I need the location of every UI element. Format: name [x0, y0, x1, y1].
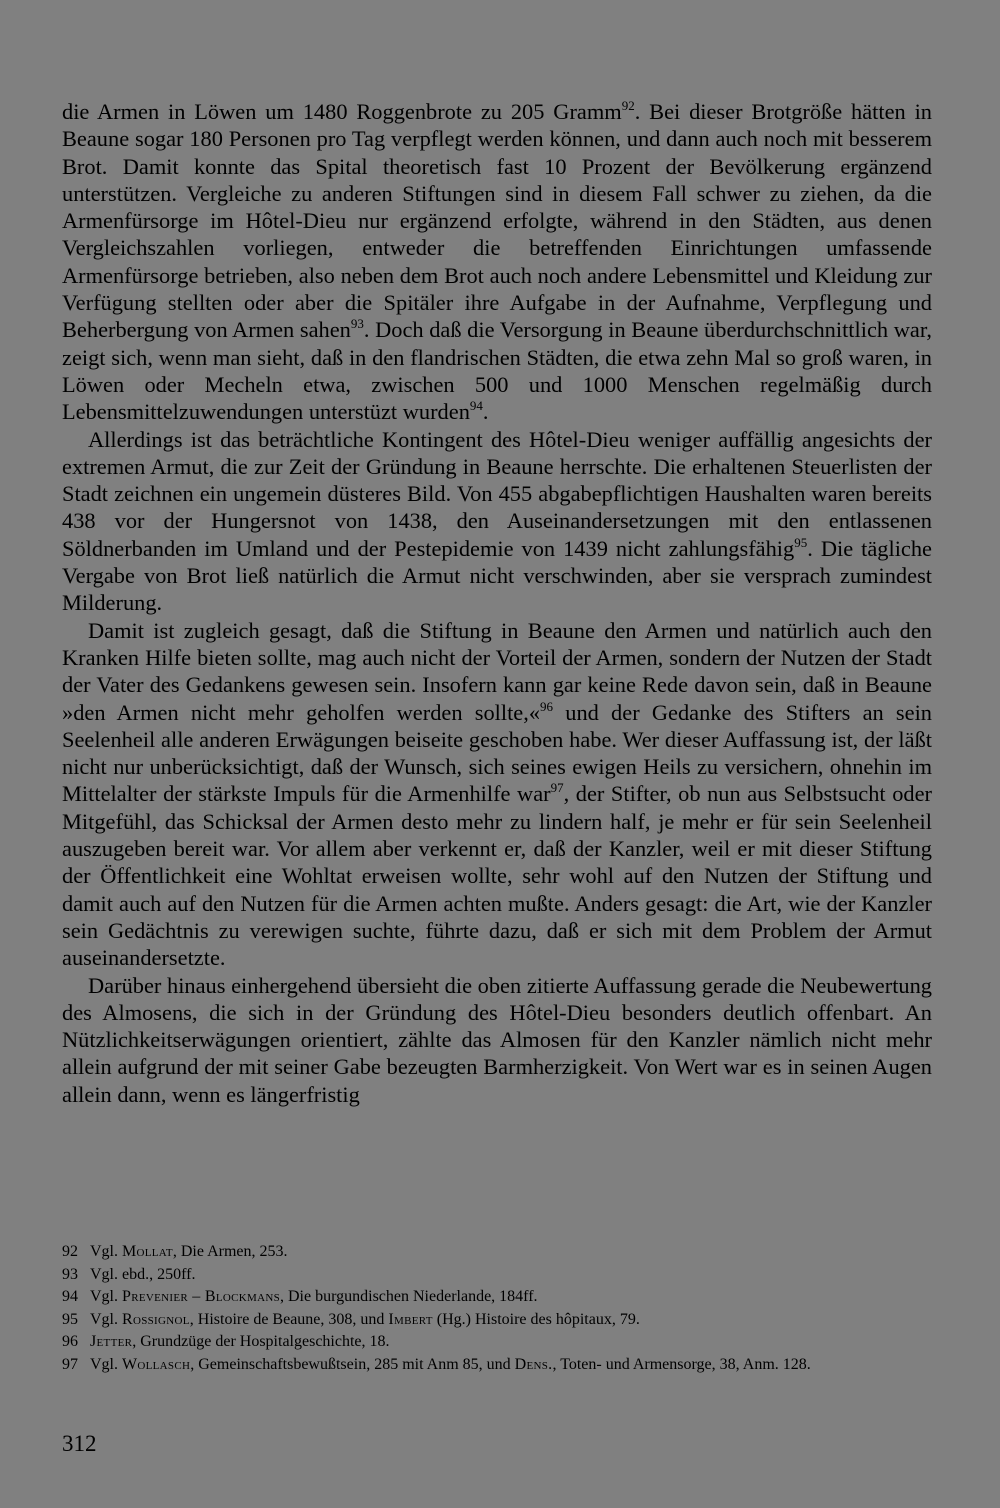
paragraph-1 [62, 98, 932, 426]
footnote-number: 97 [62, 1355, 78, 1373]
text-run: . [482, 399, 489, 425]
footnote-citation: , Die burgundischen Niederlande, 184ff. [279, 1288, 538, 1306]
text-run: . Die tägliche Vergabe von Brot ließ natürlich die Armut nicht verschwinden, aber sie versprach zumindest Milderung. [62, 535, 932, 616]
footnote-ref-95[interactable]: 95 [794, 534, 808, 550]
text-run: die Armen in Löwen um 1480 Roggenbrote zu 205 Gramm [62, 99, 622, 124]
footnote-ref-92[interactable]: 92 [621, 98, 635, 113]
footnotes [62, 1241, 932, 1377]
footnote-prefix: Vgl. [90, 1355, 122, 1373]
main-text [62, 98, 932, 1108]
footnote-citation: , Toten- und Armensorge, 38, Anm. 128. [552, 1355, 811, 1373]
footnote-citation: , Histoire de Beaune, 308, und [189, 1310, 389, 1328]
footnote-97 [62, 1354, 932, 1377]
paragraph-2 [62, 426, 932, 617]
footnote-text [90, 1264, 932, 1287]
text-run: , der Stifter, ob nun aus Selbstsucht oder Mitgefühl, das Schicksal der Armen desto mehr zu lindern half, je mehr er für sein Seelenheil auszugeben bereit war. Vor allem aber verkennt er, daß der Kanzler, weil er mit dieser Stiftung der Öffentlichkeit eine Wohltat erweisen wollte, sehr wohl auf den Nutzen der Stiftung und damit auch auf den Nutzen für die Armen achten mußte. Anders gesagt: die Art, wie der Kanzler sein Gedächtnis zu verewigen suchte, führte dazu, daß er sich mit dem Problem der Armut auseinandersetzte. [62, 781, 932, 971]
footnote-text [90, 1286, 932, 1309]
footnote-95 [62, 1309, 932, 1332]
footnote-author: Jetter [90, 1333, 133, 1351]
footnote-author: Wollasch [122, 1355, 191, 1373]
footnote-author: Prevenier – Blockmans [122, 1288, 280, 1306]
footnote-ref-94[interactable]: 94 [469, 398, 483, 414]
footnote-number: 93 [62, 1265, 78, 1283]
footnote-prefix: Vgl. [90, 1310, 122, 1328]
page-number: 312 [62, 1431, 97, 1456]
footnote-ref-97[interactable]: 97 [550, 780, 564, 796]
footnote-96 [62, 1331, 932, 1354]
text-run: Damit ist zugleich gesagt, daß die Stiftung in Beaune den Armen und natürlich auch den Kranken Hilfe bieten sollte, mag auch nicht der Vorteil der Armen, sondern der Nutzen der Stadt der Vater des Gedankens gewesen sein. Insofern kann gar keine Rede davon sein, daß in Beaune »den Armen nicht mehr geholfen werden sollte,« [62, 617, 932, 725]
footnote-94 [62, 1286, 932, 1309]
footnote-author: Imbert [388, 1310, 433, 1328]
footnote-number: 94 [62, 1288, 78, 1306]
footnote-author: Mollat [122, 1243, 173, 1260]
footnote-author: Rossignol [122, 1310, 190, 1328]
footnote-text [90, 1354, 932, 1377]
footnote-author: Dens. [514, 1355, 553, 1373]
footnote-text [90, 1241, 932, 1264]
footnote-citation: (Hg.) Histoire des hôpitaux, 79. [432, 1310, 640, 1328]
footnote-text [90, 1309, 932, 1332]
text-run: und der Gedanke des Stifters an sein Seelenheil alle anderen Erwägungen beiseite geschoben habe. Wer dieser Auffassung ist, der läßt nicht nur unberücksichtigt, daß der Wunsch, sich seines ewigen Heils zu versichern, ohnehin im Mittelalter der stärkste Impuls für die Armenhilfe war [62, 699, 933, 807]
footnote-prefix: Vgl. ebd., 250ff. [90, 1265, 196, 1283]
paragraph-3 [62, 617, 932, 972]
footnote-citation: , Gemeinschaftsbewußtsein, 285 mit Anm 85, und [190, 1355, 515, 1373]
footnote-number: 95 [62, 1310, 78, 1328]
text-run: Darüber hinaus einhergehend übersieht die oben zitierte Auffassung gerade die Neubewertung des Almosens, die sich in der Gründung des Hôtel-Dieu besonders deutlich offenbart. An Nützlichkeitserwägungen orientiert, zählte das Almosen für den Kanzler nämlich nicht mehr allein aufgrund der mit seiner Gabe bezeugten Barmherzigkeit. Von Wert war es in seinen Augen allein dann, wenn es längerfristig [62, 972, 932, 1107]
text-run: Allerdings ist das beträchtliche Kontingent des Hôtel-Dieu weniger auffällig angesichts der extremen Armut, die zur Zeit der Gründung in Beaune herrschte. Die erhaltenen Steuerlisten der Stadt zeichnen ein ungemein düsteres Bild. Von 455 abgabepflichtigen Haushalten waren bereits 438 vor der Hungersnot von 1438, den Auseinandersetzungen mit den entlassenen Söldnerbanden im Umland und der Pestepidemie von 1439 nicht zahlungsfähig [62, 426, 932, 561]
footnote-citation: , Die Armen, 253. [172, 1243, 288, 1260]
text-run: . Doch daß die Versorgung in Beaune überdurchschnittlich war, zeigt sich, wenn man sieht, daß in den flandrischen Städten, die etwa zehn Mal so groß waren, in Löwen oder Mecheln etwa, zwischen 500 und 1000 Menschen regelmäßig durch Lebensmittelzuwendungen unterstüzt wurden [62, 317, 932, 425]
footnote-93 [62, 1264, 932, 1287]
paragraph-4 [62, 972, 932, 1108]
footnote-number: 96 [62, 1333, 78, 1351]
footnote-text [90, 1331, 932, 1354]
footnote-number: 92 [62, 1243, 78, 1260]
footnote-ref-96[interactable]: 96 [540, 698, 554, 714]
text-run: . Bei dieser Brotgröße hätten in Beaune sogar 180 Personen pro Tag verpflegt werden können, und dann auch noch mit besserem Brot. Damit konnte das Spital theoretisch fast 10 Prozent der Bevölkerung ergänzend unterstützen. Vergleiche zu anderen Stiftungen sind in diesem Fall schwer zu ziehen, da die Armenfürsorge im Hôtel-Dieu nur ergänzend erfolgte, während in den Städten, aus denen Vergleichszahlen vorliegen, entweder die betreffenden Einrichtungen umfassende Armenfürsorge betrieben, also neben dem Brot auch noch andere Lebensmittel und Kleidung zur Verfügung stellten oder aber die Spitäler ihre Aufgabe in der Aufnahme, Verpflegung und Beherbergung von Armen sahen [62, 99, 932, 343]
footnote-92 [62, 1241, 932, 1264]
footnote-prefix: Vgl. [90, 1288, 122, 1306]
footnote-citation: , Grundzüge der Hospitalgeschichte, 18. [132, 1333, 390, 1351]
footnote-prefix: Vgl. [90, 1243, 122, 1260]
footnote-ref-93[interactable]: 93 [350, 316, 364, 332]
